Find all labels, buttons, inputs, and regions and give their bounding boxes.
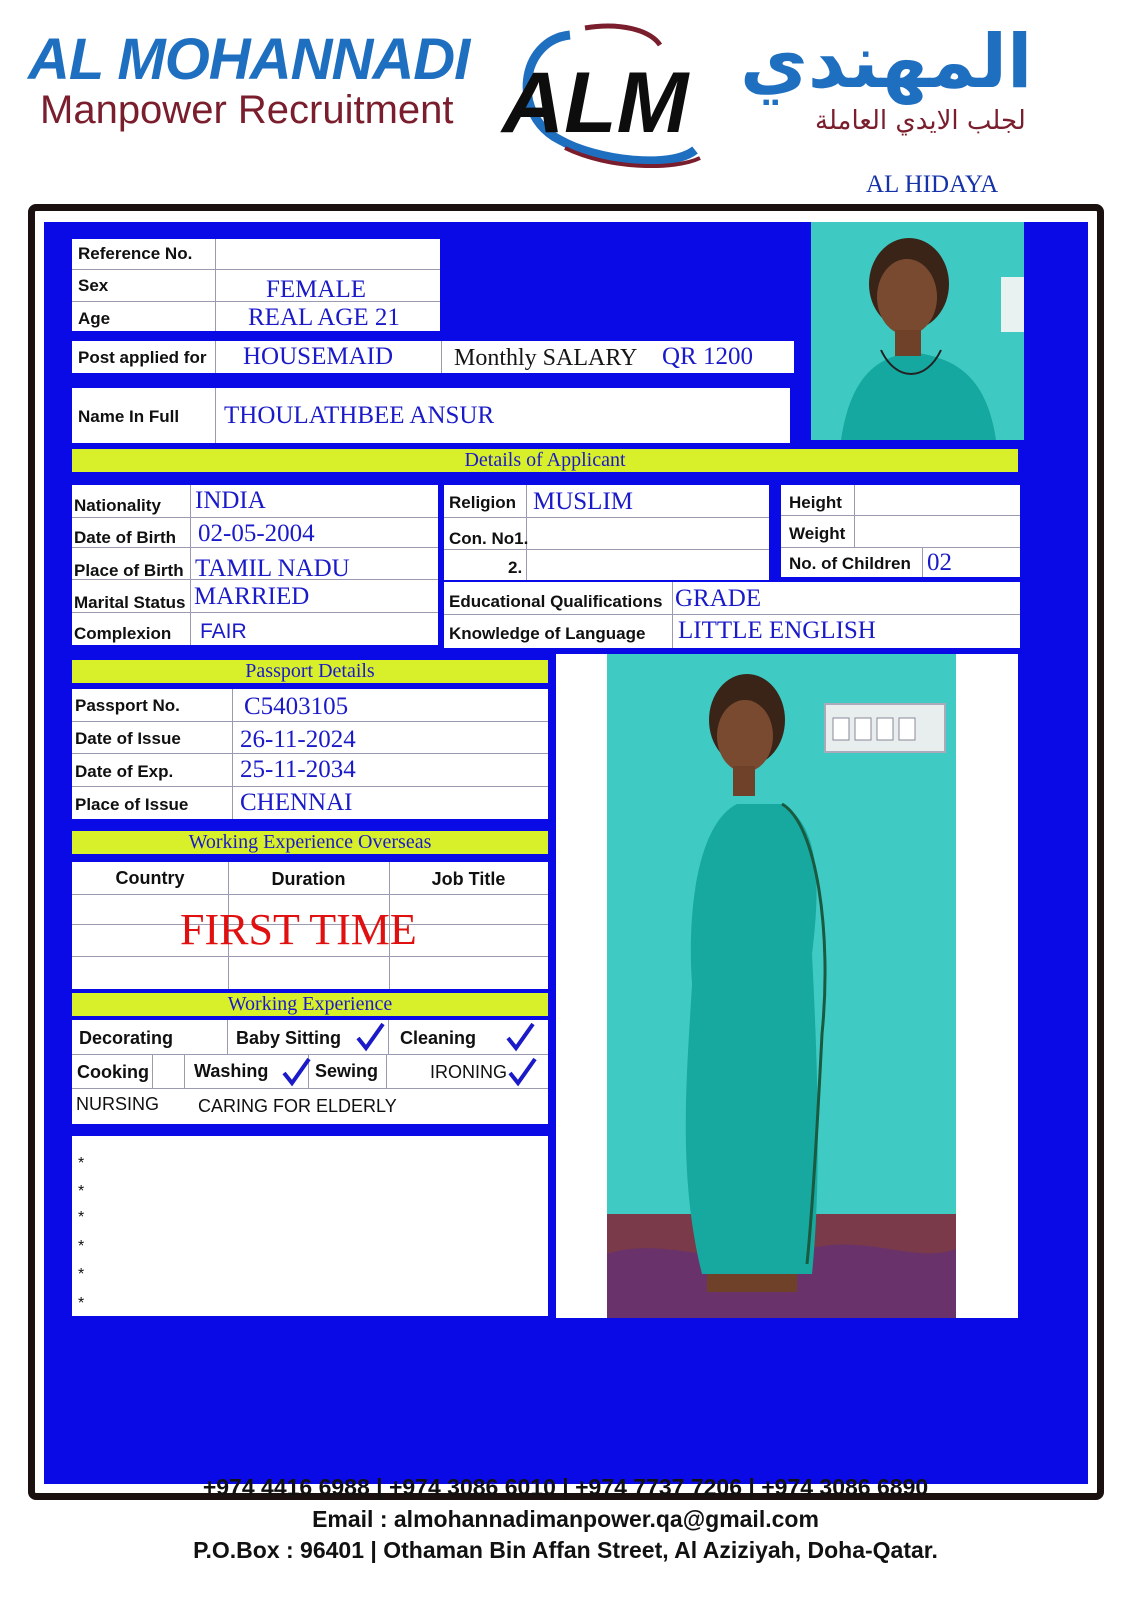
skill-sewing: Sewing [315,1061,379,1081]
pob-value: TAMIL NADU [195,555,350,582]
passport-table [72,689,548,819]
basic-info-table [72,239,440,331]
col-duration: Duration [271,869,346,889]
religion-value: MUSLIM [533,488,634,515]
sex-label: Sex [78,276,109,295]
post-row [72,341,794,373]
alm-logo [500,20,725,175]
skill-ironing: IRONING [430,1062,508,1082]
baby-sitting-check-icon [354,1021,386,1053]
note-bullet: * [78,1183,85,1200]
passport-no-label: Passport No. [75,696,180,715]
logo-text: ALM [502,55,689,151]
washing-check-icon [280,1056,312,1088]
marital-value: MARRIED [194,583,310,610]
ironing-check-icon [506,1056,538,1088]
post-label: Post applied for [78,348,207,367]
skill-cleaning: Cleaning [400,1028,477,1048]
full-length-photo [607,654,956,1318]
details-section-title: Details of Applicant [72,449,1018,472]
language-value: LITTLE ENGLISH [678,617,876,644]
overseas-table [72,862,548,989]
issue-place-label: Place of Issue [75,795,189,814]
post-value: HOUSEMAID [243,343,393,370]
note-bullet: * [78,1238,85,1255]
portrait-photo [811,222,1024,440]
religion-table [444,485,769,580]
sex-value: FEMALE [266,276,366,303]
passport-section-title: Passport Details [72,660,548,683]
footer-address: P.O.Box : 96401 | Othaman Bin Affan Street, Al Aziziyah, Doha-Qatar. [193,1537,938,1563]
passport-no-value: C5403105 [244,693,349,720]
education-label: Educational Qualifications [449,592,663,611]
brand-subtitle: Manpower Recruitment [40,88,454,132]
col-country: Country [115,868,185,888]
issue-date-value: 26-11-2024 [240,726,356,753]
brand-subtitle-arabic: لجلب الايدي العاملة [815,106,1026,136]
skill-cooking: Cooking [77,1062,149,1082]
footer-email: Email : almohannadimanpower.qa@gmail.com [312,1506,819,1532]
weight-label: Weight [789,524,846,543]
skill-washing: Washing [194,1061,269,1081]
physical-table [781,485,1020,577]
brand-name: AL MOHANNADI [28,27,470,92]
education-table [444,582,1020,648]
agency-name: AL HIDAYA [866,171,999,198]
education-value: GRADE [675,585,762,612]
cleaning-check-icon [504,1021,536,1053]
notes-box [72,1136,548,1316]
religion-label: Religion [449,493,517,512]
marital-label: Marital Status [74,593,186,612]
experience-table [72,1020,548,1124]
note-bullet: * [78,1155,85,1172]
salary-value: QR 1200 [662,343,753,370]
complexion-label: Complexion [74,624,172,643]
note-bullet: * [78,1209,85,1226]
expiry-date-value: 25-11-2034 [240,756,356,783]
footer-phones: +974 4416 6988 | +974 3086 6010 | +974 7737 7206 | +974 3086 6890 [202,1474,929,1500]
age-label: Age [78,309,111,328]
first-time-stamp: FIRST TIME [180,905,417,954]
skill-elderly-care: CARING FOR ELDERLY [198,1096,397,1116]
skill-decorating: Decorating [79,1028,174,1048]
height-label: Height [789,493,842,512]
issue-date-label: Date of Issue [75,729,181,748]
name-row [72,388,790,443]
issue-place-value: CHENNAI [240,789,353,816]
experience-section-title: Working Experience [72,993,548,1016]
children-label: No. of Children [789,554,911,573]
name-value: THOULATHBEE ANSUR [224,402,495,429]
brand-name-arabic: المهندي [740,19,1033,105]
age-value: REAL AGE 21 [248,304,400,331]
full-photo-frame [556,654,1018,1318]
nationality-label: Nationality [74,496,161,515]
name-label: Name In Full [78,407,180,426]
skill-baby-sitting: Baby Sitting [236,1028,342,1048]
contact2-label: 2. [508,558,523,577]
salary-label: Monthly SALARY [454,345,638,371]
children-value: 02 [927,549,952,576]
contact1-label: Con. No1. [449,529,529,548]
dob-label: Date of Birth [74,528,176,547]
pob-label: Place of Birth [74,561,184,580]
nationality-value: INDIA [195,487,266,514]
reference-label: Reference No. [78,244,193,263]
skill-nursing: NURSING [76,1094,160,1114]
col-job-title: Job Title [431,869,506,889]
note-bullet: * [78,1266,85,1283]
overseas-section-title: Working Experience Overseas [72,831,548,854]
note-bullet: * [78,1295,85,1312]
complexion-value: FAIR [200,620,247,643]
dob-value: 02-05-2004 [198,520,315,547]
expiry-date-label: Date of Exp. [75,762,174,781]
language-label: Knowledge of Language [449,624,646,643]
personal-details-table [72,485,438,645]
